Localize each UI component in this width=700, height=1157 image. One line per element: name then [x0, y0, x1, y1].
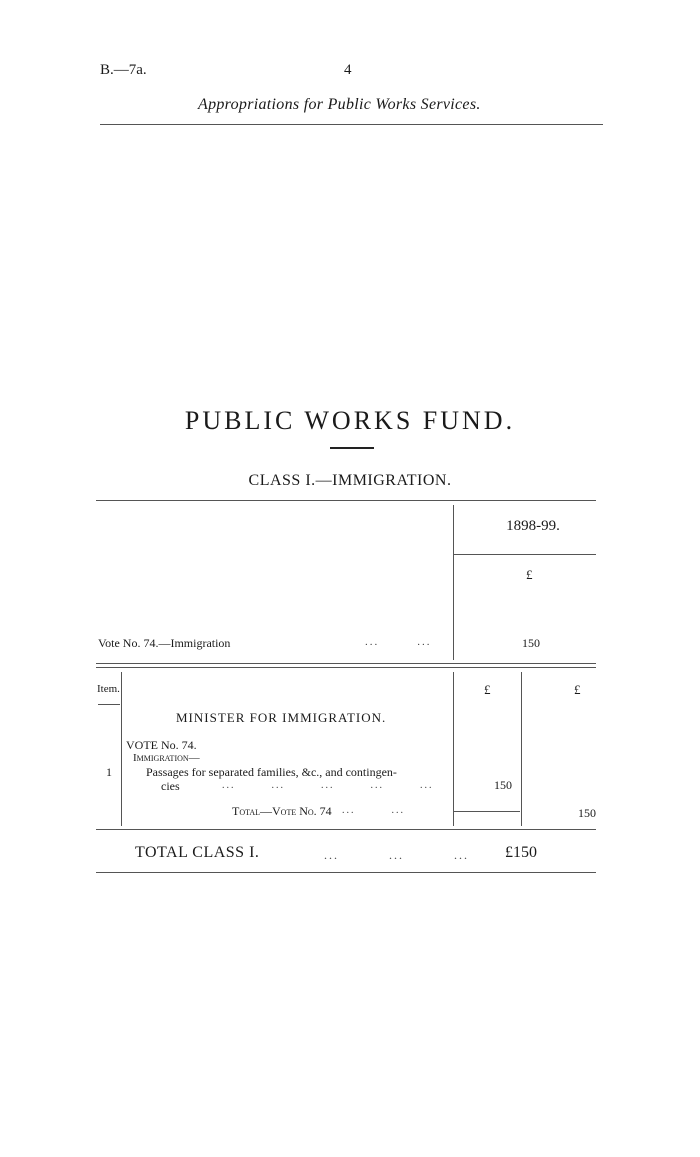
year-rule: [453, 554, 596, 555]
item-leader-dots: ... ... ... ... ...: [222, 780, 434, 791]
item-amount: 150: [494, 778, 512, 792]
header-rule: [100, 124, 603, 125]
subheading: Immigration—: [133, 752, 200, 764]
class-total-dots: ... ... ...: [324, 848, 469, 862]
title-rule: [330, 447, 374, 449]
running-title: Appropriations for Public Works Services.: [198, 96, 481, 113]
subtotal-rule: [454, 811, 520, 812]
class-title: CLASS I.—IMMIGRATION.: [248, 472, 452, 489]
class-total-amount: £150: [505, 844, 537, 861]
vote-total-dots: ... ...: [342, 805, 405, 816]
year-heading: 1898-99.: [506, 518, 560, 534]
detail-bottom-rule: [96, 829, 596, 830]
vote-leader-dots: ... ...: [365, 636, 432, 648]
detail-column-rule: [453, 672, 454, 826]
item-number: 1: [106, 765, 112, 779]
item-description: Passages for separated families, &c., and contingen-: [146, 765, 397, 779]
detail-currency-2: £: [574, 682, 581, 697]
amount-column-rule: [521, 672, 522, 826]
vote-heading: VOTE No. 74.: [126, 738, 197, 752]
vote-total-label: Total—Vote No. 74: [232, 804, 332, 818]
page-reference: B.—7a.: [100, 62, 147, 78]
item-column-header: Item.: [97, 683, 120, 695]
detail-currency-1: £: [484, 682, 491, 697]
vote-total-amount: 150: [578, 806, 596, 820]
department-heading: MINISTER FOR IMMIGRATION.: [176, 710, 387, 725]
summary-top-rule: [96, 500, 596, 501]
summary-currency: £: [526, 567, 533, 582]
double-rule-top: [96, 663, 596, 664]
item-column-rule: [121, 672, 122, 826]
page-number: 4: [344, 62, 352, 78]
page-bottom-rule: [96, 872, 596, 873]
item-description-cont: cies: [161, 779, 180, 793]
vote-amount: 150: [522, 636, 540, 650]
fund-title: PUBLIC WORKS FUND.: [184, 406, 516, 435]
double-rule-bottom: [96, 667, 596, 668]
class-total-label: TOTAL CLASS I.: [135, 844, 260, 861]
item-header-rule: [98, 704, 120, 705]
vote-label: Vote No. 74.—Immigration: [98, 636, 231, 650]
